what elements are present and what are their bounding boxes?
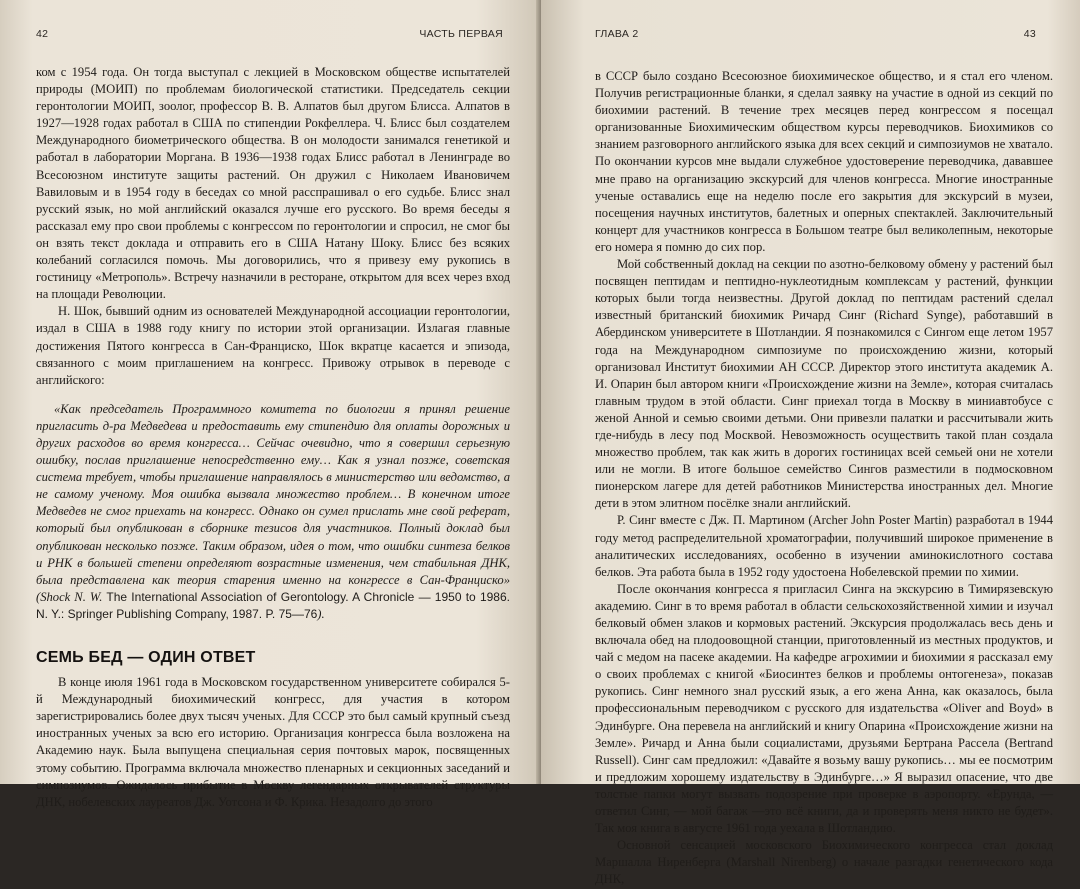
running-title: ЧАСТЬ ПЕРВАЯ bbox=[419, 28, 503, 40]
page-number: 43 bbox=[1023, 28, 1036, 40]
quote-citation: The International Association of Gerontology. A Chronicle — 1950 to 1986. N. Y.: Springer Publishing Company, 1987. P. 75—76 bbox=[36, 589, 510, 621]
left-page-body bbox=[36, 64, 510, 811]
block-quote bbox=[36, 401, 510, 623]
paragraph: Н. Шок, бывший одним из основателей Международной ассоциации геронтологии, издал в США в 1988 году книгу по истории этой организации. Излагая главные достижения Пятого конгресса в Сан-Франциско, Шок вкратце касается и эпизода, связанного с моим приглашением на конгресс. Привожу отрывок в переводе с английского: bbox=[36, 304, 510, 387]
page-number: 42 bbox=[36, 28, 49, 40]
paragraph: в СССР было создано Всесоюзное биохимическое общество, и я стал его членом. Получив регистрационные бланки, я сделал заявку на участие в одной из секций по биохимии растений. В течение трех месяцев перед конгрессом я посещал организованные Биохимическим обществом курсы переводчиков. Биохимиков со знанием разговорного английского языка для всех секций и симпозиумов не хватало. По окончании курсов мне выдали служебное удостоверение переводчика, дававшее мне право на организацию экскурсий для членов конгресса. Многие иностранные ученые оставались еще на неделю после его закрытия для экскурсий в музеи, посещения научных институтов, балетных и оперных спектаклей. Заключительный концерт для участников конгресса в Большом театре был великолепным, некоторые его номера я помню до сих пор. bbox=[595, 69, 1053, 254]
paragraph: ком с 1954 года. Он тогда выступал с лекцией в Московском обществе испытателей природы (МОИП) по проблемам биологической статистики. Председатель секции геронтологии МОИП, зоолог, профессор В. В. Алпатов был другом Блисса. Алпатов в 1927—1928 годах работал в США по стипендии Рокфеллера. Ч. Блисс был создателем Международного биометрического общества. В он молодости занимался генетикой и работал в лаборатории Моргана. В 1936—1938 годах Блисс работал в Ленинграде во Всесоюзном институте защиты растений. Он дружил с Николаем Ивановичем Вавиловым и в 1954 году в беседах со мной расспрашивал о его судьбе. Блисс знал русский язык, но мой английский оказался лучше его русского. Во время беседы я рассказал ему про свои проблемы с конгрессом по геронтологии и спросил, не смог бы он взять текст доклада и отправить его в США Натану Шоку. Блисс без всяких колебаний согласился помочь. Мы договорились, что я привезу ему рукопись в гостиницу «Метрополь». Встречу назначили в ресторане, открытом для всех через вход на площади Революции. bbox=[36, 65, 510, 302]
section-heading: СЕМЬ БЕД — ОДИН ОТВЕТ bbox=[36, 649, 256, 666]
paragraph: Мой собственный доклад на секции по азотно-белковому обмену у растений был посвящен пептидам и пептидно-нуклеотидным комплексам у растений, функции которых были тогда неизвестны. Другой доклад по пептидам растений сделал известный британский биохимик Ричард Синг (Richard Synge), работавший в Абердинском университете в Шотландии. Я познакомился с Сингом еще летом 1957 года на Международном симпозиуме по происхождению жизни, который организовал Институт биохимии АН СССР. Директор этого института академик А. И. Опарин был автором книги «Происхождение жизни на Земле», которая считалась главным трудом в этой области. Синг приехал тогда в Москву в миниавтобусе с женой Анной и семью своими детьми. Они привезли палатки и рассчитывали жить где-нибудь в лесу под Москвой. Невозможность осуществить такой план создала множество проблем, так как жить в дорогих гостиницах всей семьей они не хотели или не могли. В итоге большое семейство Сингов разместили в подмосковном пионерском лагере для детей работников Министерства иностранных дел. Многие дети в этом элитном посёлке знали английский. bbox=[595, 257, 1053, 511]
right-page bbox=[541, 0, 1080, 887]
left-page bbox=[0, 0, 541, 809]
paragraph: Р. Синг вместе с Дж. П. Мартином (Archer John Poster Martin) разработал в 1944 году метод распределительной хроматографии, получивший широкое применение в аналитических исследованиях, особенно в изучении аминокислотного состава белков. Эта работа была в 1952 году удостоена Нобелевской премии по химии. bbox=[595, 513, 1053, 579]
paragraph: В конце июля 1961 года в Московском государственном университете собирался 5-й Международный биохимический конгресс, для участия в котором зарегистрировались более двух тысяч ученых. Для СССР это был самый крупный съезд иностранных ученых за всю его историю. Организация конгресса была возложена на Академию наук. Была выпущена специальная серия почтовых марок, посвященных этому событию. Программа включала множество пленарных и секционных заседаний и симпозиумов. Ожидалось прибытие в Москву легендарных открывателей структуры ДНК, нобелевских лауреатов Дж. Уотсона и Ф. Крика. Незадолго до этого bbox=[36, 675, 510, 809]
right-page-body bbox=[595, 68, 1053, 889]
running-title: ГЛАВА 2 bbox=[595, 28, 639, 40]
paragraph: Основной сенсацией московского Биохимического конгресса стал доклад Маршалла Ниренберга (Marshall Nirenberg) о начале разгадки генетического кода ДНК, bbox=[595, 838, 1053, 887]
paragraph: После окончания конгресса я пригласил Синга на экскурсию в Тимирязевскую академию. Синг в то время работал в области сельскохозяйственной химии и изучал белковый обмен злаков и кормовых растений. Экскурсия продолжалась весь день и включала обед на плодоовощной станции, приготовленный из местных продуктов, и чай с медом на пасеке академии. На кафедре агрохимии и биохимии я рассказал ему о своих проблемах с книгой «Биосинтез белков и проблемы онтогенеза», показав рукопись. Синг немного знал русский язык, а его жена Анна, как оказалось, была профессиональным переводчиком с русского для издательства «Oliver and Boyd» в Эдинбурге. Она перевела на английский и книгу Опарина «Происхождение жизни на Земле». Ричард и Анна были социалистами, друзьями Бертрана Рассела (Bertrand Russell). Синг сам предложил: «Давайте я возьму вашу рукопись… мы ее посмотрим и предложим хорошему издательству в Эдинбурге…» Я выразил опасение, что две толстые папки могут вызвать подозрение при проверке в аэропорту. «Ерунда, — ответил Синг, — мой багаж —это всё книги, да и проверять меня никто не будет». Так моя книга в августе 1961 года уехала в Шотландию. bbox=[595, 581, 1053, 836]
quote-end: ). bbox=[317, 606, 325, 621]
quote-text: «Как председатель Программного комитета по биологии я принял решение пригласить д-ра Медведева и предоставить ему стипендию для оплаты дорожных и других расходов во время конгресса… Сейчас очевидно, что я совершил серьезную ошибку, послав приглашение непосредственно ему… Как я узнал позже, советская система требует, чтобы приглашение направлялось в министерство или ведомство, а не самому ученому. Моя ошибка вызвала множество проблем… В конечном итоге Медведев не смог приехать на конгресс. Однако он сумел прислать мне свой реферат, который был опубликован в сборнике тезисов для участников. Полный доклад был опубликован несколько позже. Таким образом, идея о том, что ошибки синтеза белков и РНК в большей степени определяют возрастные изменения, чем стабильная ДНК, была представлена как теория старения именно на конгрессе в Сан-Франциско» (Shock N. W. bbox=[36, 401, 510, 604]
